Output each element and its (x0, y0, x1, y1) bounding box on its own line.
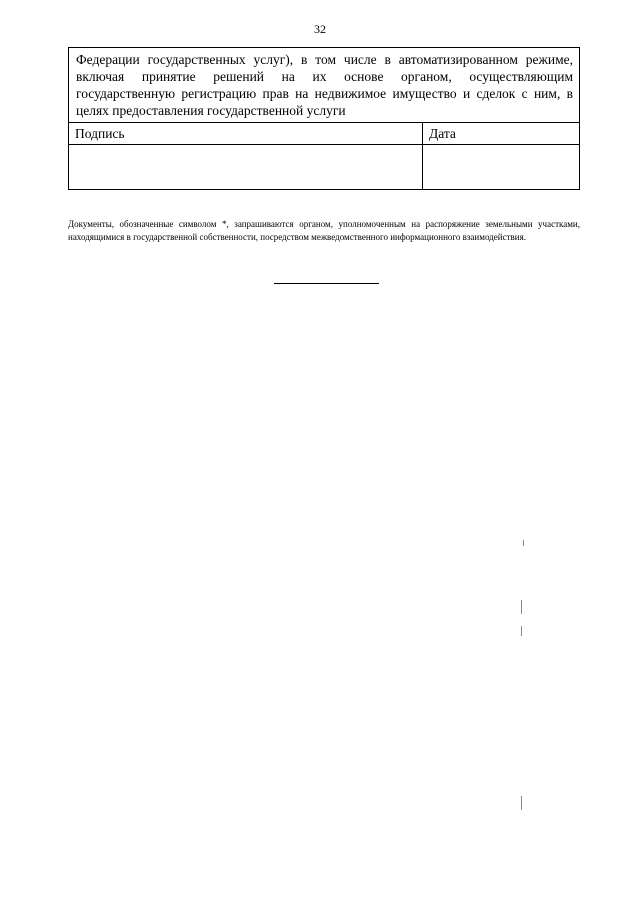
signature-field[interactable] (69, 145, 423, 190)
consent-text-row (69, 48, 580, 123)
scan-speck (521, 626, 522, 636)
consent-text: Федерации государственных услуг), в том числе в автоматизированном режиме, включая принятие решений на их основе органом, осуществляющим государственную регистрацию прав на недвижимое имущество и сделок с ним, в целях предоставления государственной услуги (69, 48, 580, 123)
date-field[interactable] (423, 145, 580, 190)
scan-speck (521, 796, 522, 810)
footnote: Документы, обозначенные символом *, запрашиваются органом, уполномоченным на распоряжение земельными участками, находящимися в государственной собственности, посредством межведомственного информационного взаимодействия. (68, 219, 580, 242)
scan-speck (523, 540, 524, 546)
signature-row (69, 145, 580, 190)
page-number: 32 (314, 22, 326, 36)
separator-line (274, 283, 379, 284)
scan-speck (521, 600, 522, 614)
label-row (69, 123, 580, 145)
signature-label: Подпись (69, 123, 423, 145)
consent-table (68, 47, 580, 190)
date-label: Дата (423, 123, 580, 145)
